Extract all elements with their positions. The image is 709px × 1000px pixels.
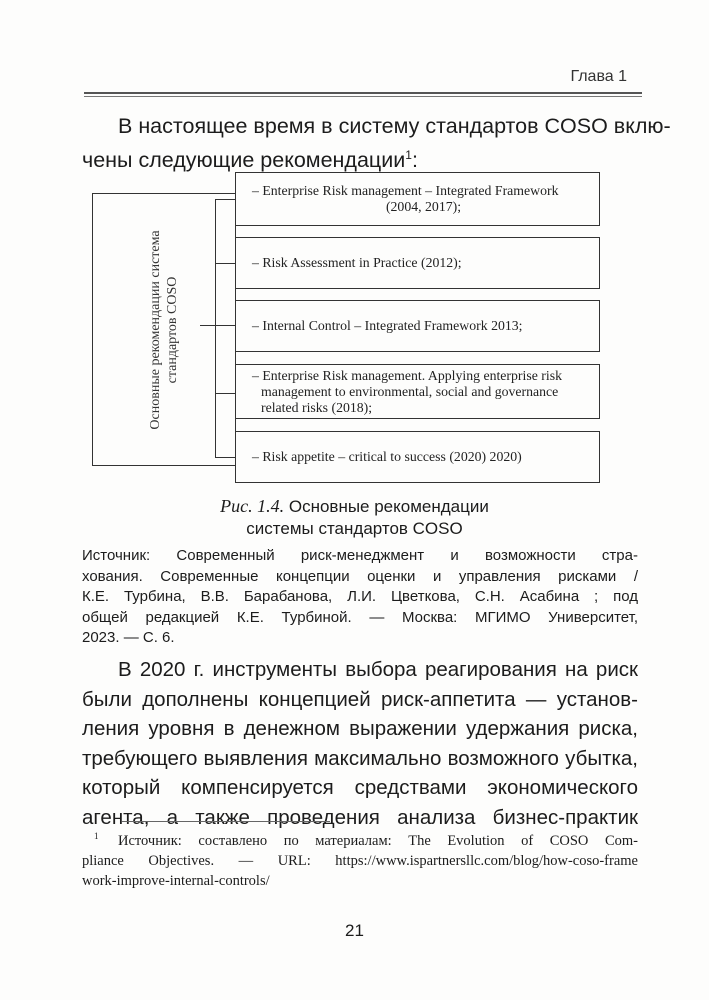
text-line: хования. Современные концепции оценки и управления рисками / [82, 567, 638, 585]
caption-line: системы стандартов COSO [246, 519, 463, 538]
connector [215, 199, 216, 458]
page-number: 21 [345, 921, 364, 940]
connector [215, 457, 235, 458]
item-line: – Internal Control – Integrated Framework 2013; [252, 318, 523, 333]
text-line: В 2020 г. инструменты выбора реагирования на риск [118, 658, 638, 681]
text-line: Источник: составлено по материалам: The Evolution of COSO Com- [118, 833, 638, 849]
text-line [82, 141, 638, 175]
root-line: Основные рекомендации система [148, 229, 163, 430]
connector [215, 263, 235, 264]
item-line: – Enterprise Risk management. Applying enterprise risk [252, 367, 562, 383]
text-line: В настоящее время в систему стандартов COSO вклю- [118, 114, 671, 138]
item-line: – Risk Assessment in Practice (2012); [252, 255, 462, 270]
root-line: стандартов COSO [165, 276, 180, 383]
text-line: требующего выявления максимально возможного убытка, [82, 746, 638, 770]
footnote-ref[interactable]: 1 [405, 148, 412, 162]
text-span: : [411, 148, 418, 173]
item-line: management to environmental, social and governance [261, 383, 559, 399]
body-paragraph [82, 655, 638, 832]
diagram-item-box [235, 300, 600, 352]
footnote-rule [122, 821, 330, 822]
diagram-item-box [235, 237, 600, 289]
figure-source [82, 546, 638, 649]
item-line: related risks (2018); [261, 399, 373, 415]
text-span: чены следующие рекомендации [82, 148, 406, 173]
caption-text: Основные рекомендации [284, 497, 489, 516]
header-rule-thin [84, 96, 642, 97]
header-rule [84, 92, 642, 94]
text-line: общей редакцией К.Е. Турбиной. — Москва: МГИМО Университет, [82, 608, 638, 626]
connector [200, 325, 235, 326]
text-line: ления уровня в денежном выражении удержания риска, [82, 717, 638, 740]
figure-caption [0, 495, 709, 540]
text-line: Источник: Современный риск-менеджмент и возможности стра- [82, 547, 638, 564]
footnote-url-line[interactable]: work-improve-internal-controls/ [82, 873, 270, 889]
diagram-item-box [235, 364, 600, 419]
connector [215, 393, 235, 394]
text-line: агента, а также проведения анализа бизнес-практик [82, 805, 638, 829]
item-line: – Risk appetite – critical to success (2020) 2020) [252, 449, 522, 464]
item-line: (2004, 2017); [385, 199, 462, 214]
intro-paragraph [82, 112, 671, 175]
footnote [82, 831, 638, 891]
text-line: К.Е. Турбина, В.В. Барабанова, Л.И. Цветкова, С.Н. Асабина ; под [82, 588, 638, 605]
footnote-url-line[interactable]: pliance Objectives. — URL: https://www.ispartnersllc.com/blog/how-coso-frame [82, 853, 638, 869]
diagram-item-box [235, 172, 600, 226]
caption-label: Рис. 1.4. [220, 496, 285, 516]
footnote-number: 1 [94, 831, 99, 841]
diagram-root-label [147, 230, 181, 429]
caption-line [0, 495, 709, 518]
diagram-item-box [235, 431, 600, 483]
running-header: Глава 1 [570, 68, 627, 85]
text-line: 2023. — С. 6. [82, 629, 175, 646]
item-line: – Enterprise Risk management – Integrated Framework [252, 183, 559, 198]
text-line: который компенсируется средствами экономического [82, 776, 638, 799]
text-line: были дополнены концепцией риск-аппетита — установ- [82, 687, 638, 711]
connector [215, 199, 235, 200]
